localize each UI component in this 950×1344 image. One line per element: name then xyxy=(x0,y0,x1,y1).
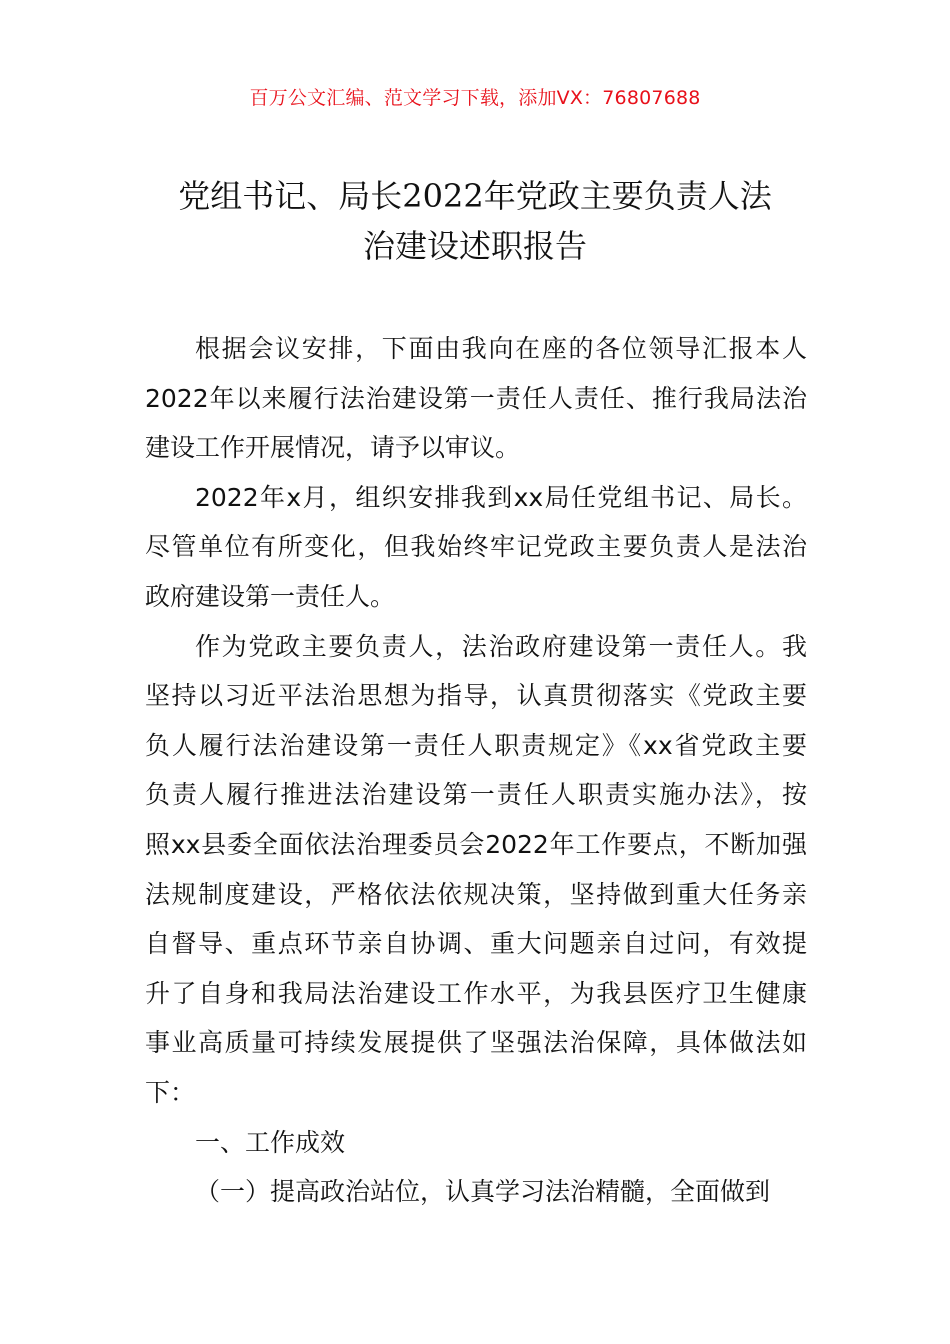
paragraph-3 xyxy=(145,622,807,1118)
sub-heading xyxy=(145,1167,807,1217)
text-line: 尽管单位有所变化，但我始终牢记党政主要负责人是法治 xyxy=(145,532,807,562)
document-title xyxy=(145,171,805,271)
text-line: 下： xyxy=(145,1077,196,1107)
text-line: 法规制度建设，严格依法依规决策，坚持做到重大任务亲 xyxy=(145,879,807,909)
sub-heading-text: （一）提高政治站位，认真学习法治精髓，全面做到 xyxy=(195,1177,771,1207)
section-heading xyxy=(145,1118,807,1168)
section-heading-text: 一、工作成效 xyxy=(195,1127,346,1157)
text-line: 负人履行法治建设第一责任人职责规定》《xx省党政主要 xyxy=(145,730,807,760)
text-line: 升了自身和我局法治建设工作水平，为我县医疗卫生健康 xyxy=(145,978,807,1008)
paragraph-2 xyxy=(145,473,807,622)
title-line-2: 治建设述职报告 xyxy=(362,227,587,265)
text-line: 政府建设第一责任人。 xyxy=(145,581,396,611)
text-line: 自督导、重点环节亲自协调、重大问题亲自过问，有效提 xyxy=(145,929,807,959)
text-line: 事业高质量可持续发展提供了坚强法治保障，具体做法如 xyxy=(145,1028,807,1058)
text-line: 建设工作开展情况，请予以审议。 xyxy=(145,433,521,463)
text-line: 坚持以习近平法治思想为指导，认真贯彻落实《党政主要 xyxy=(145,681,807,711)
text-line: 照xx县委全面依法治理委员会2022年工作要点，不断加强 xyxy=(145,829,807,859)
text-line: 根据会议安排，下面由我向在座的各位领导汇报本人 xyxy=(195,334,807,363)
paragraph-1 xyxy=(145,324,807,473)
title-line-1: 党组书记、局长2022年党政主要负责人法 xyxy=(178,177,772,215)
text-line: 作为党政主要负责人，法治政府建设第一责任人。我 xyxy=(195,631,807,661)
document-body xyxy=(145,324,807,1217)
text-line: 负责人履行推进法治建设第一责任人职责实施办法》，按 xyxy=(145,780,807,810)
text-line: 2022年以来履行法治建设第一责任人责任、推行我局法治 xyxy=(145,383,807,413)
header-watermark-note: 百万公文汇编、范文学习下载，添加VX：76807688 xyxy=(249,87,701,109)
text-line: 2022年x月，组织安排我到xx局任党组书记、局长。 xyxy=(195,482,807,512)
